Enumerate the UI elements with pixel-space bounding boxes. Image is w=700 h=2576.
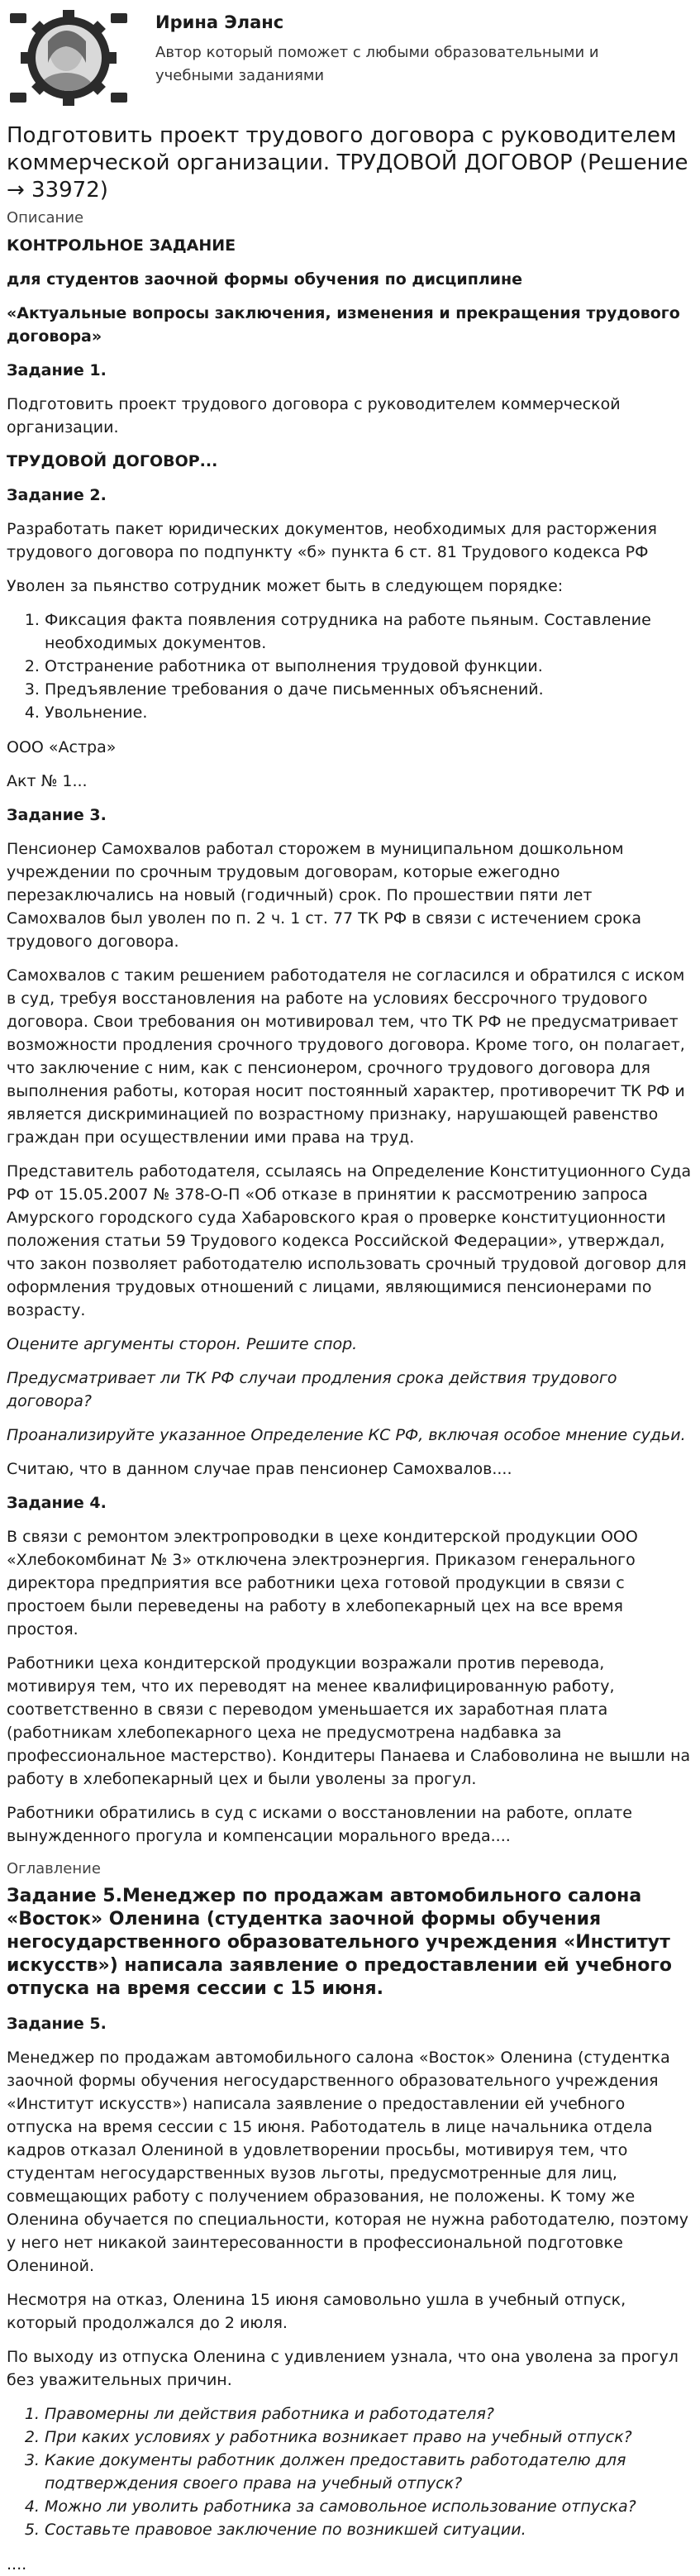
page-title: Подготовить проект трудового договора с руководителем коммерческой организации. ТРУДОВОЙ ДОГОВОР (Решение → 33972) <box>7 123 688 203</box>
list-item: 2. При каких условиях у работника возникает право на учебный отпуск? <box>45 2426 692 2449</box>
author-block <box>7 0 692 116</box>
toc-label: Оглавление <box>7 1860 101 1877</box>
task1-heading: Задание 1. <box>7 361 107 379</box>
task4-heading: Задание 4. <box>7 1494 107 1512</box>
task3-paragraph-3: Представитель работодателя, ссылаясь на Определение Конституционного Суда РФ от 15.05.2007 № 378-О-П «Об отказе в принятии к рассмотрению запроса Амурского городского суда Хабаровского края о проверке конституционности положения статьи 59 Трудового кодекса Российской Федерации», утверждал, что закон позволяет работодателю использовать срочный трудовой договор для оформления трудовых отношений с лицами, являющимися пенсионерами по возрасту. <box>7 1162 692 1319</box>
task2-lead: Уволен за пьянство сотрудник может быть в следующем порядке: <box>7 577 564 595</box>
task1-text: Подготовить проект трудового договора с руководителем коммерческой организации. <box>7 395 621 436</box>
task3-paragraph-1: Пенсионер Самохвалов работал сторожем в муниципальном дошкольном учреждении по срочным трудовым договорам, которые ежегодно перезаключались на новый (годичный) срок. По прошествии пяти лет Самохвалов был уволен по п. 2 ч. 1 ст. 77 ТК РФ в связи с истечением срока трудового договора. <box>7 840 642 951</box>
task5-big-heading: Задание 5.Менеджер по продажам автомобильного салона «Восток» Оленина (студентка заочной формы обучения негосударственного образовательного учреждения «Институт искусств») написала заявление о предоставлении ей учебного отпуска на время сессии с 15 июня. <box>7 1886 672 1999</box>
task2-steps-list <box>7 608 692 724</box>
task2-org: ООО «Астра» <box>7 738 117 756</box>
task3-question-3: Проанализируйте указанное Определение КС РФ, включая особое мнение судьи. <box>7 1426 686 1444</box>
author-name[interactable]: Ирина Эланс <box>155 12 284 32</box>
list-item: 3. Какие документы работник должен предоставить работодателю для подтверждения своего права на учебный отпуск? <box>45 2449 692 2495</box>
intro-line-3: «Актуальные вопросы заключения, изменения и прекращения трудового договора» <box>7 304 680 346</box>
task5-paragraph-2: Несмотря на отказ, Оленина 15 июня самовольно ушла в учебный отпуск, который продолжался до 2 июля. <box>7 2291 626 2332</box>
task2-text: Разработать пакет юридических документов, необходимых для расторжения трудового договора по подпункту «б» пункта 6 ст. 81 Трудового кодекса РФ <box>7 520 657 561</box>
task4-paragraph-2: Работники цеха кондитерской продукции возражали против перевода, мотивируя тем, что их переводят на менее квалифицированную работу, соответственно в связи с переводом уменьшается их заработная плата (работникам хлебопекарного цеха не предусмотрена надбавка за профессиональное мастерство). Кондитеры Панаева и Слабоволина не вышли на работу в хлебопекарный цех и были уволены за прогул. <box>7 1654 691 1788</box>
author-description: Автор который поможет с любыми образовательными и учебными заданиями <box>155 44 599 84</box>
task1-doc: ТРУДОВОЙ ДОГОВОР... <box>7 452 218 470</box>
task3-question-1: Оцените аргументы сторон. Решите спор. <box>7 1335 358 1353</box>
list-item: 4. Можно ли уволить работника за самовольное использование отпуска? <box>45 2495 692 2518</box>
task3-paragraph-2: Самохвалов с таким решением работодателя не согласился и обратился с иском в суд, требуя восстановления на работе на условиях бессрочного трудового договора. Свои требования он мотивировал тем, что ТК РФ не предусматривает возможности продления срочного трудового договора. Кроме того, он полагает, что заключение с ним, как с пенсионером, срочного трудового договора для выполнения работы, которая носит постоянный характер, противоречит ТК РФ и является дискриминацией по возрастному признаку, нарушающей равенство граждан при осуществлении ими права на труд. <box>7 966 685 1147</box>
list-item: 2. Отстранение работника от выполнения трудовой функции. <box>45 655 692 678</box>
task3-answer: Считаю, что в данном случае прав пенсионер Самохвалов.... <box>7 1460 512 1478</box>
avatar-gear-frame-icon <box>7 8 131 107</box>
list-item: 1. Фиксация факта появления сотрудника на работе пьяным. Составление необходимых документов. <box>45 608 692 655</box>
intro-line-1: КОНТРОЛЬНОЕ ЗАДАНИЕ <box>7 236 236 255</box>
task5-paragraph-3: По выходу из отпуска Оленина с удивлением узнала, что она уволена за прогул без уважительных причин. <box>7 2348 679 2389</box>
intro-line-2: для студентов заочной формы обучения по дисциплине <box>7 270 523 289</box>
task2-act: Акт № 1... <box>7 772 88 790</box>
task4-paragraph-1: В связи с ремонтом электропроводки в цехе кондитерской продукции ООО «Хлебокомбинат № 3» отключена электроэнергия. Приказом генерального директора предприятия все работники цеха готовой продукции в связи с простоем были переведены на работу в хлебопекарный цех на все время простоя. <box>7 1528 638 1639</box>
avatar[interactable] <box>7 8 131 107</box>
task3-heading: Задание 3. <box>7 806 107 824</box>
task5-heading: Задание 5. <box>7 2015 107 2033</box>
list-item: 3. Предъявление требования о даче письменных объяснений. <box>45 678 692 701</box>
task5-ending: .... <box>7 2555 27 2574</box>
list-item: 5. Составьте правовое заключение по возникшей ситуации. <box>45 2518 692 2541</box>
list-item: 4. Увольнение. <box>45 701 692 724</box>
task2-heading: Задание 2. <box>7 486 107 504</box>
list-item: 1. Правомерны ли действия работника и работодателя? <box>45 2402 692 2426</box>
task4-paragraph-3: Работники обратились в суд с исками о восстановлении на работе, оплате вынужденного прогула и компенсации морального вреда.... <box>7 1804 632 1845</box>
task5-paragraph-1: Менеджер по продажам автомобильного салона «Восток» Оленина (студентка заочной формы обучения негосударственного образовательного учреждения «Институт искусств») написала заявление о предоставлении ей учебного отпуска на время сессии с 15 июня. Работодатель в лице начальника отдела кадров отказал Олениной в удовлетворении просьбы, мотивируя тем, что студентам негосударственных вузов льготы, предусмотренные для лиц, совмещающих работу с получением образования, не положены. К тому же Оленина обучается по специальности, которая не нужна работодателю, поэтому у него нет никакой заинтересованности в профессиональной подготовке Олениной. <box>7 2049 688 2275</box>
task3-question-2: Предусматривает ли ТК РФ случаи продления срока действия трудового договора? <box>7 1369 617 1410</box>
description-label: Описание <box>7 209 84 227</box>
task5-questions-list <box>7 2402 692 2541</box>
